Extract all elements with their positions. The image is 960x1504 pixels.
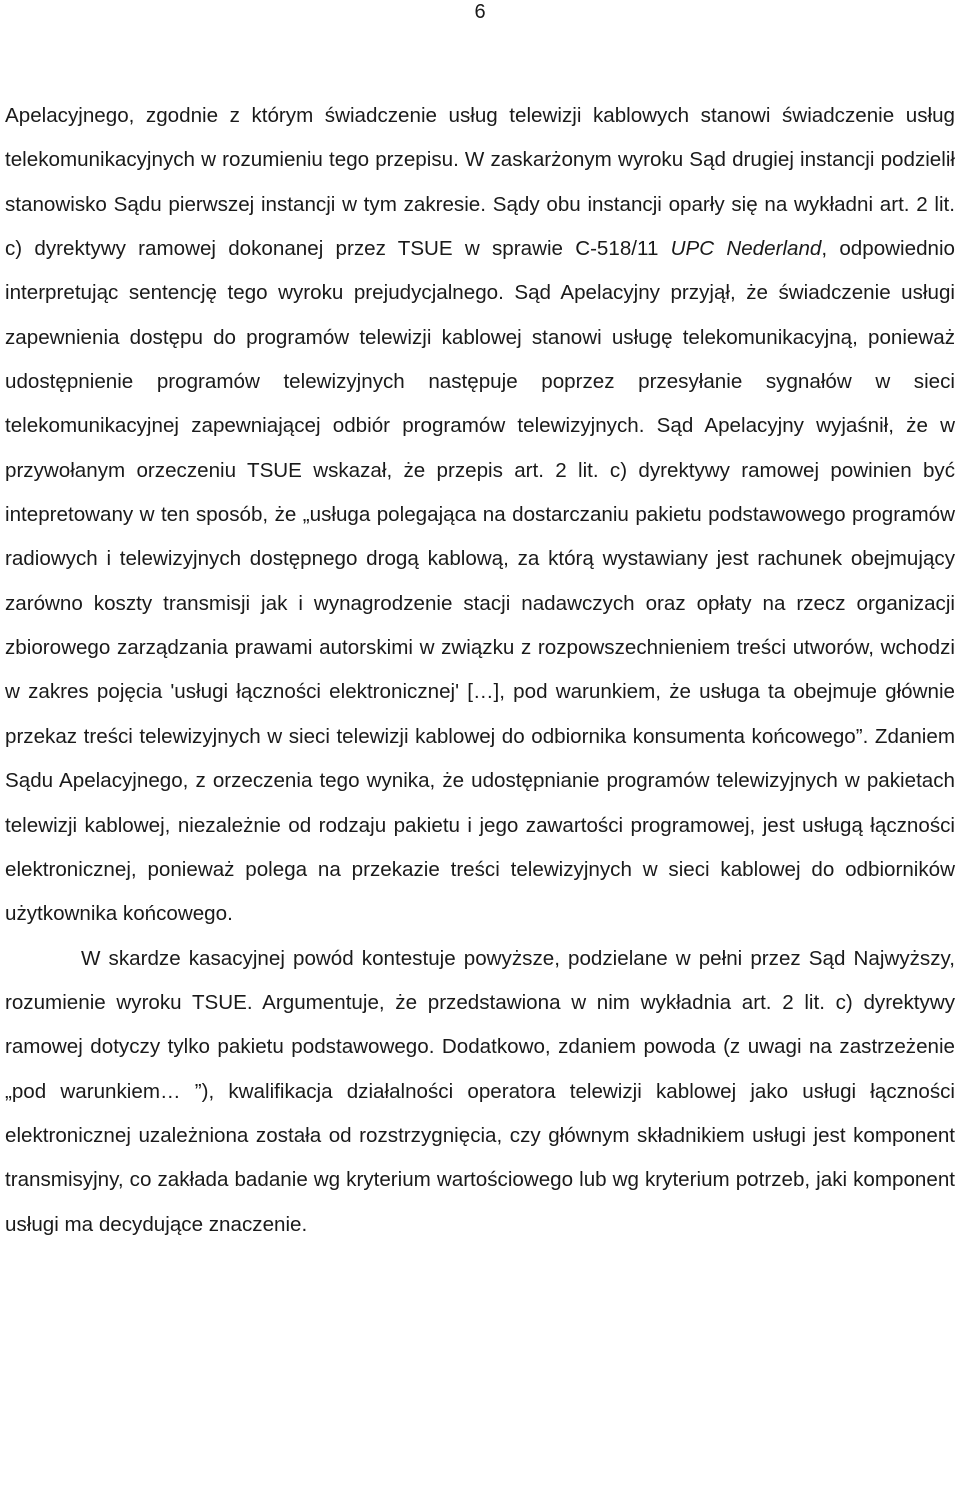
paragraph-1-text-end: , odpowiednio interpretując sentencję tego wyroku prejudycjalnego. Sąd Apelacyjny przyjął, że świadczenie usługi zapewnienia dostępu do programów telewizji kablowej stanowi usługę telekomunikacyjną, ponieważ udostępnienie programów telewizyjnych następuje poprzez przesyłanie sygnałów w sieci telekomunikacyjnej zapewniającej odbiór programów telewizyjnych. Sąd Apelacyjny wyjaśnił, że w przywołanym orzeczeniu TSUE wskazał, że przepis art. 2 lit. c) dyrektywy ramowej powinien być intepretowany w ten sposób, że „usługa polegająca na dostarczaniu pakietu podstawowego programów radiowych i telewizyjnych dostępnego drogą kablową, za którą wystawiany jest rachunek obejmujący zarówno koszty transmisji jak i wynagrodzenie stacji nadawczych oraz opłaty na rzecz organizacji zbiorowego zarządzania prawami autorskimi w związku z rozpowszechnieniem treści utworów, wchodzi w zakres pojęcia 'usługi łączności elektronicznej' […], pod warunkiem, że usługa ta obejmuje głównie przekaz treści telewizyjnych w sieci telewizji kablowej do odbiornika konsumenta końcowego”. Zdaniem Sądu Apelacyjnego, z orzeczenia tego wynika, że udostępnianie programów telewizyjnych w pakietach telewizji kablowej, niezależnie od rodzaju pakietu i jego zawartości programowej, jest usługą łączności elektronicznej, ponieważ polega na przekazie treści telewizyjnych w sieci kablowej do odbiorników użytkownika końcowego. [5,237,955,926]
paragraph-1 [5,94,955,937]
case-name-italic: UPC Nederland [670,237,822,261]
page-number: 6 [474,1,486,23]
paragraph-2: W skardze kasacyjnej powód kontestuje powyższe, podzielane w pełni przez Sąd Najwyższy, rozumienie wyroku TSUE. Argumentuje, że przedstawiona w nim wykładnia art. 2 lit. c) dyrektywy ramowej dotyczy tylko pakietu podstawowego. Dodatkowo, zdaniem powoda (z uwagi na zastrzeżenie „pod warunkiem… ”), kwalifikacja działalności operatora telewizji kablowej jako usługi łączności elektronicznej uzależniona została od rozstrzygnięcia, czy głównym składnikiem usługi jest komponent transmisyjny, co zakłada badanie wg kryterium wartościowego lub wg kryterium potrzeb, jaki komponent usługi ma decydujące znaczenie. [5,946,955,1236]
document-body [5,94,955,1247]
paragraph-1-text-start: Apelacyjnego, zgodnie z którym świadczenie usług telewizji kablowych stanowi świadczenie usług telekomunikacyjnych w rozumieniu tego przepisu. W zaskarżonym wyroku Sąd drugiej instancji podzielił stanowisko Sądu pierwszej instancji w tym zakresie. Sądy obu instancji oparły się na wykładni art. 2 lit. c) dyrektywy ramowej dokonanej przez TSUE w sprawie C-518/11 [5,104,955,261]
